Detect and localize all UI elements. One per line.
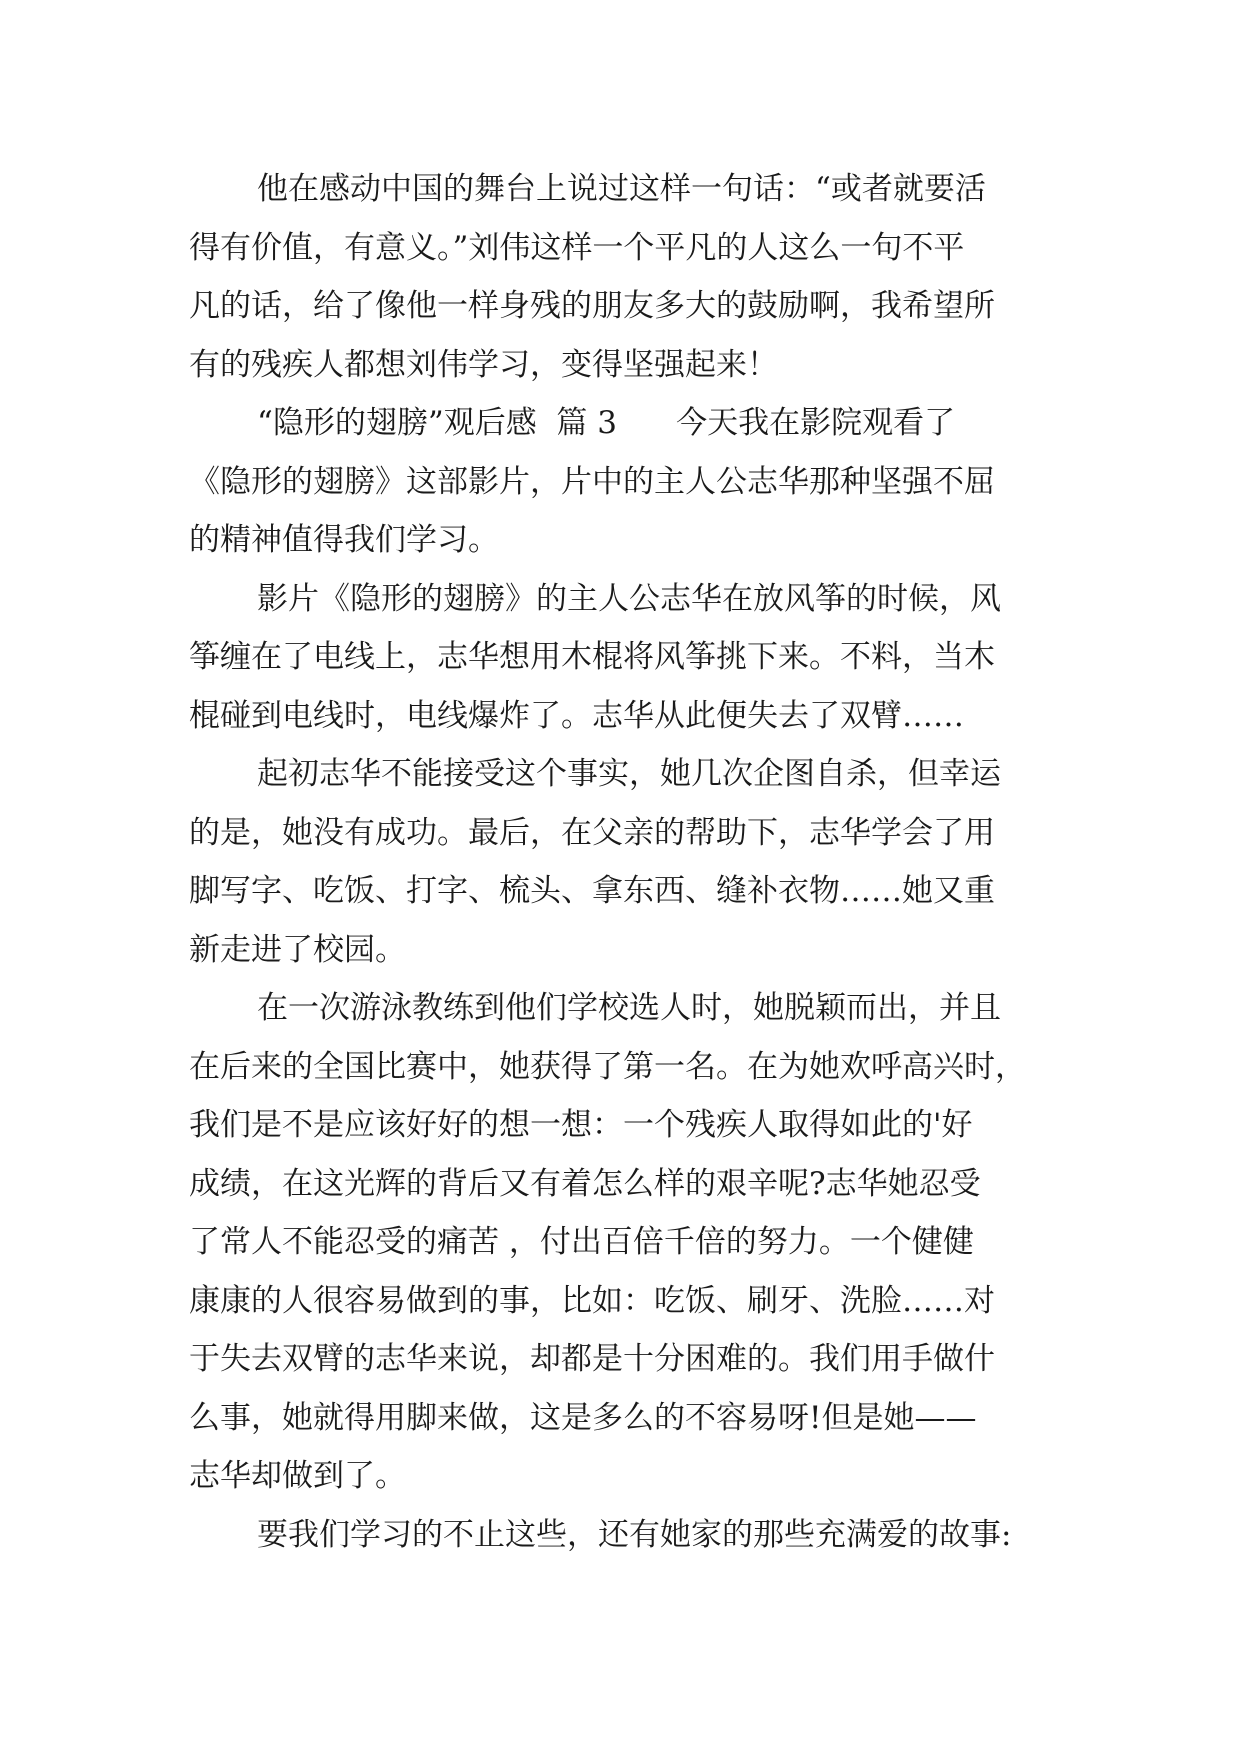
text-line: 的精神值得我们学习。 <box>189 522 499 558</box>
text-line: 筝缠在了电线上，志华想用木棍将风筝挑下来。不料，当木 <box>189 639 995 675</box>
text-line: 我们是不是应该好好的想一想：一个残疾人取得如此的'好 <box>189 1107 973 1143</box>
text-line: 脚写字、吃饭、打字、梳头、拿东西、缝补衣物……她又重 <box>189 873 995 909</box>
document-body <box>189 160 1049 1564</box>
text-line: 了常人不能忍受的痛苦 ，付出百倍千倍的努力。一个健健 <box>189 1224 974 1260</box>
text-line: 凡的话，给了像他一样身残的朋友多大的鼓励啊，我希望所 <box>189 288 995 324</box>
text-line: 志华却做到了。 <box>189 1458 406 1494</box>
text-line: 于失去双臂的志华来说，却都是十分困难的。我们用手做什 <box>189 1341 995 1377</box>
text-line: 有的残疾人都想刘伟学习，变得坚强起来！ <box>189 346 778 383</box>
text-line: 成绩，在这光辉的背后又有着怎么样的艰辛呢?志华她忍受 <box>189 1165 981 1202</box>
text-line: 的是，她没有成功。最后，在父亲的帮助下，志华学会了用 <box>189 814 995 851</box>
text-line: 新走进了校园。 <box>189 931 406 968</box>
text-line: 棍碰到电线时，电线爆炸了。志华从此便失去了双臂…… <box>189 697 964 734</box>
text-line: 康康的人很容易做到的事，比如：吃饭、刷牙、洗脸……对 <box>189 1282 995 1319</box>
text-line: 《隐形的翅膀》这部影片，片中的主人公志华那种坚强不屈 <box>189 463 995 500</box>
text-line: 影片《隐形的翅膀》的主人公志华在放风筝的时候，风 <box>257 580 1001 617</box>
text-line: 在后来的全国比赛中，她获得了第一名。在为她欢呼高兴时， <box>189 1048 1026 1085</box>
text-line: 得有价值，有意义。”刘伟这样一个平凡的人这么一句不平 <box>189 229 965 266</box>
text-line: 要我们学习的不止这些，还有她家的那些充满爱的故事: <box>257 1516 1012 1553</box>
text-line: 在一次游泳教练到他们学校选人时，她脱颖而出，并且 <box>257 990 1001 1026</box>
text-line: 他在感动中国的舞台上说过这样一句话：“或者就要活 <box>257 171 986 207</box>
section-heading-line: “隐形的翅膀”观后感 篇 3 今天我在影院观看了 <box>257 405 956 441</box>
text-line: 么事，她就得用脚来做，这是多么的不容易呀!但是她—— <box>189 1399 977 1436</box>
text-line: 起初志华不能接受这个事实，她几次企图自杀，但幸运 <box>257 756 1001 792</box>
